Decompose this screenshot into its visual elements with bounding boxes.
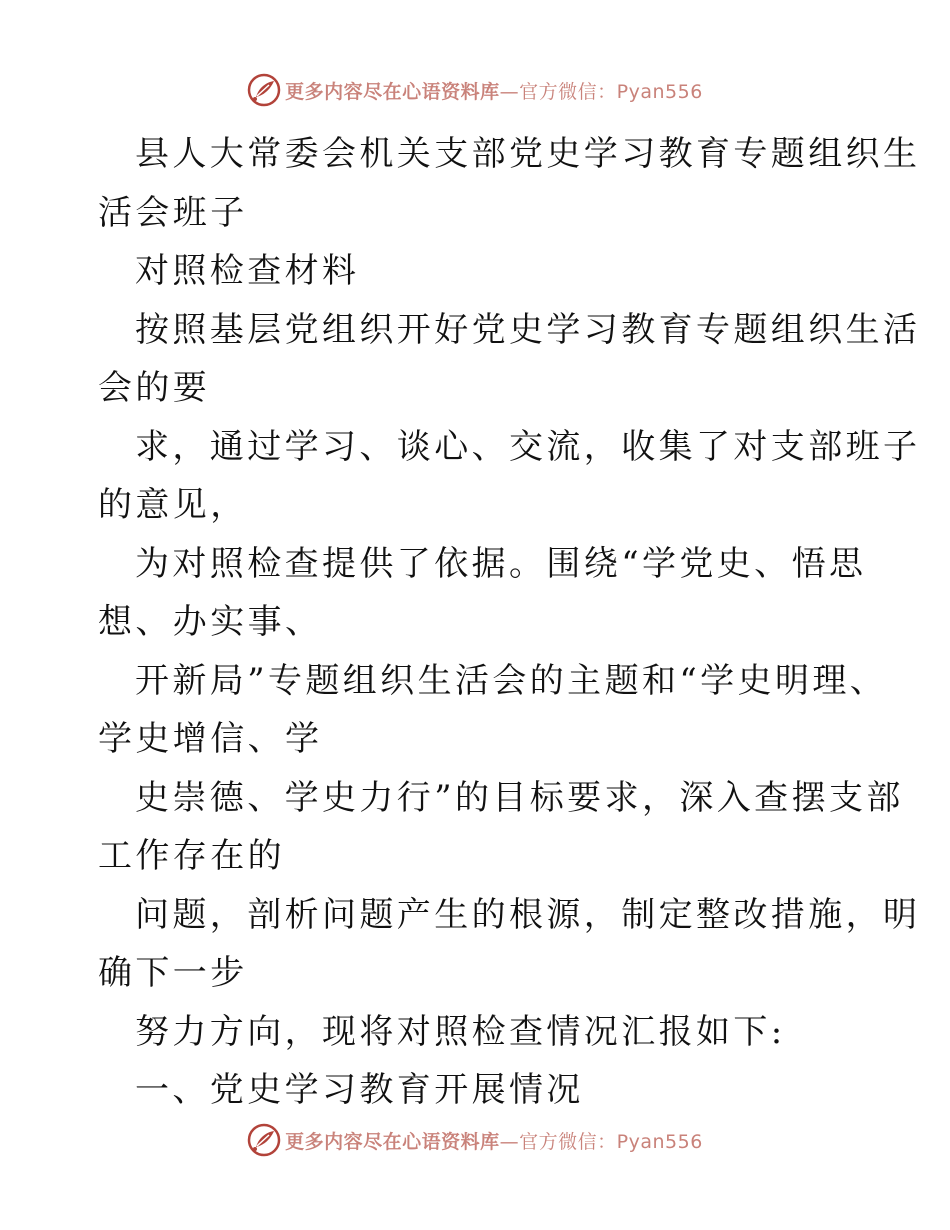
watermark-text <box>285 1127 703 1154</box>
text-line: 工作存在的 <box>98 836 285 876</box>
watermark-separator: — <box>499 1130 520 1153</box>
text-line: 努力方向，现将对照检查情况汇报如下: <box>135 1011 786 1052</box>
text-line: 活会班子 <box>98 192 248 233</box>
text-line: 县人大常委会机关支部党史学习教育专题组织生 <box>135 134 921 174</box>
watermark-suffix: 官方微信：Pyan556 <box>519 1130 703 1153</box>
watermark-separator: — <box>499 80 520 103</box>
watermark-brand: 更多内容尽在心语资料库 <box>285 1130 500 1153</box>
text-line: 一、党史学习教育开展情况 <box>135 1070 584 1110</box>
text-line: 的意见， <box>98 485 248 525</box>
leaf-pen-logo-icon <box>247 1123 281 1157</box>
leaf-pen-logo-icon <box>247 73 281 107</box>
header-watermark <box>0 72 950 108</box>
text-line: 确下一步 <box>98 953 248 993</box>
text-line: 想、办实事、 <box>98 602 323 642</box>
footer-watermark <box>0 1122 950 1158</box>
text-line: 学史增信、学 <box>98 719 323 759</box>
watermark-text <box>285 77 703 104</box>
text-line: 开新局”专题组织生活会的主题和“学史明理、 <box>135 660 888 701</box>
text-line: 史崇德、学史力行”的目标要求，深入查摆支部 <box>135 777 904 818</box>
watermark-brand: 更多内容尽在心语资料库 <box>285 80 500 103</box>
text-line: 按照基层党组织开好党史学习教育专题组织生活 <box>135 309 921 350</box>
text-line: 为对照检查提供了依据。围绕“学党史、悟思 <box>135 543 867 584</box>
text-line: 求，通过学习、谈心、交流，收集了对支部班子 <box>135 426 921 467</box>
text-line: 问题，剖析问题产生的根源，制定整改措施，明 <box>135 894 921 935</box>
watermark-suffix: 官方微信：Pyan556 <box>519 80 703 103</box>
document-body <box>98 125 921 1120</box>
text-line: 对照检查材料 <box>135 251 360 291</box>
text-line: 会的要 <box>98 368 211 408</box>
